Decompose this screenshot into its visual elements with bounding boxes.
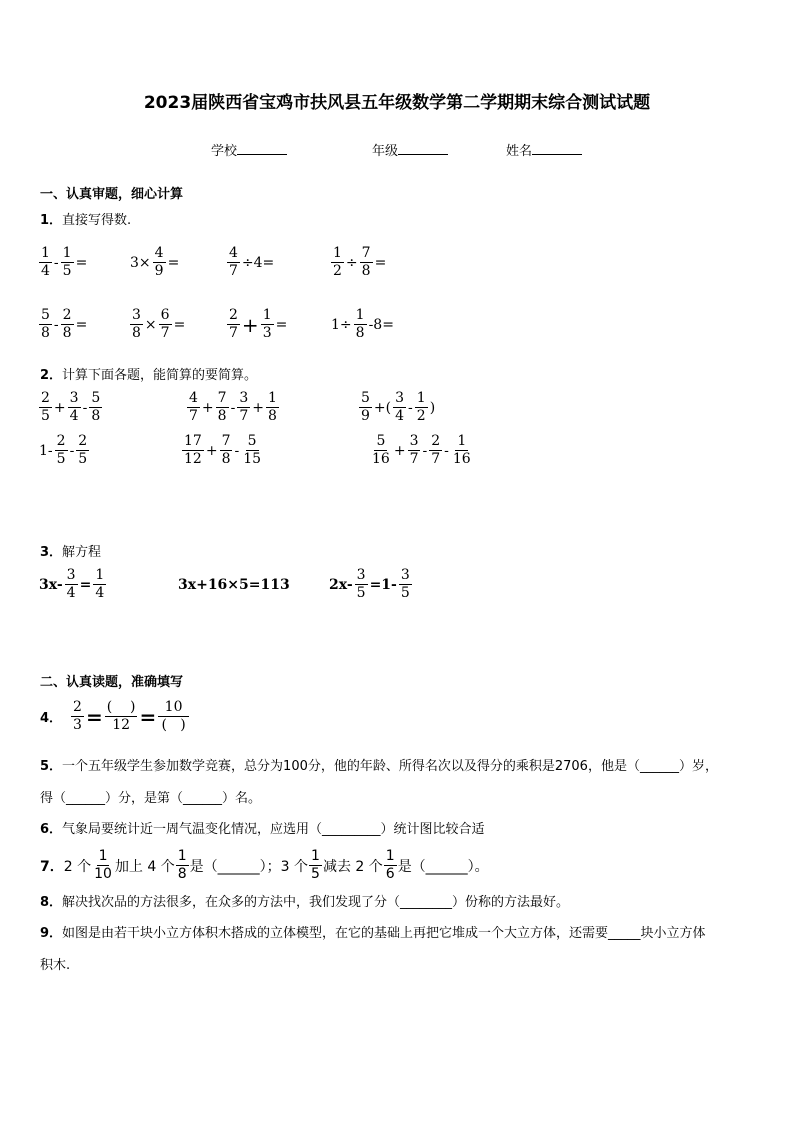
grade-field: 年级: [372, 140, 448, 159]
question-1: 1．直接写得数.: [40, 213, 132, 228]
section-2-heading: 二、认真读题，准确填写: [40, 675, 184, 690]
q1-expr-8: 1÷ $\frac{1}{8}$ -8=: [331, 307, 394, 341]
section-1-heading: 一、认真审题，细心计算: [40, 187, 184, 202]
question-5-line-1: 5．一个五年级学生参加数学竞赛，总分为100分，他的年龄、所得名次以及得分的乘积是2706，他是（______）岁，: [40, 759, 718, 774]
question-3: 3．解方程: [40, 545, 102, 560]
q3-equation-1: 3x- $\frac{3}{4}$ = $\frac{1}{4}$: [39, 567, 105, 601]
q2-expr-2: 4 7 + $\frac{7}{8}$ - 3 7 + $\frac{1}{8}$: [189, 390, 277, 424]
q2-expr-5: 17 12 + $\frac{7}{8}$ - 5 15: [184, 433, 262, 467]
q2-expr-6: 5 16 + $\frac{3}{7}$ - 2 7 - 1 16: [372, 433, 471, 467]
question-5-line-2: 得（______）分，是第（______）名。: [40, 791, 262, 806]
q3-equation-2: 3x+16×5=113: [178, 577, 290, 593]
question-9-line-2: 积木.: [40, 958, 71, 973]
q2-expr-4: 1- 2 5 - 2 5: [39, 433, 88, 467]
q1-expr-6: $\frac{3}{8}$ × $\frac{6}{7}$ =: [132, 307, 186, 341]
question-4: 4． $\frac{2}{3}$ = ( ) 12 = 10 ( ): [40, 699, 187, 733]
question-6: 6．气象局要统计近一周气温变化情况，应选用（_________）统计图比较合适: [40, 822, 485, 837]
q1-expr-7: 2 7 + $\frac{1}{3}$ =: [229, 307, 288, 341]
page-title: 2023届陕西省宝鸡市扶风县五年级数学第二学期期末综合测试试题: [143, 93, 651, 113]
question-8: 8．解决找次品的方法很多，在众多的方法中，我们发现了分（________）份称的方法最好。: [40, 895, 570, 910]
q2-expr-1: 2 5 + $\frac{3}{4}$ - 5 8: [41, 390, 101, 424]
q1-expr-4: $\frac{1}{2}$ ÷ $\frac{7}{8}$ =: [333, 245, 387, 279]
q1-expr-2: 3× $\frac{4}{9}$ =: [130, 245, 180, 279]
q2-expr-3: 5 9 +( 3 4 - 1 2 ): [361, 390, 436, 424]
q1-expr-3: $\frac{4}{7}$ ÷4=: [229, 245, 275, 279]
school-field: 学校: [211, 140, 287, 159]
question-9-line-1: 9．如图是由若干块小立方体积木搭成的立体模型，在它的基础上再把它堆成一个大立方体，还需要_____块小立方体: [40, 926, 706, 941]
name-field: 姓名: [506, 140, 582, 159]
question-7: 7． 2 个 1 10 加上 4 个 1 8 是（______）；3 个 1 5 减去 2 个 1 6 是（______）。: [40, 848, 489, 882]
q1-expr-1: 1 4 - $\frac{1}{5}$ =: [41, 245, 88, 279]
question-2: 2．计算下面各题，能简算的要简算。: [40, 368, 258, 383]
q1-expr-5: 5 8 - $\frac{2}{8}$ =: [41, 307, 88, 341]
q3-equation-3: 2x- $\frac{3}{5}$ =1- 3 5: [329, 567, 410, 601]
